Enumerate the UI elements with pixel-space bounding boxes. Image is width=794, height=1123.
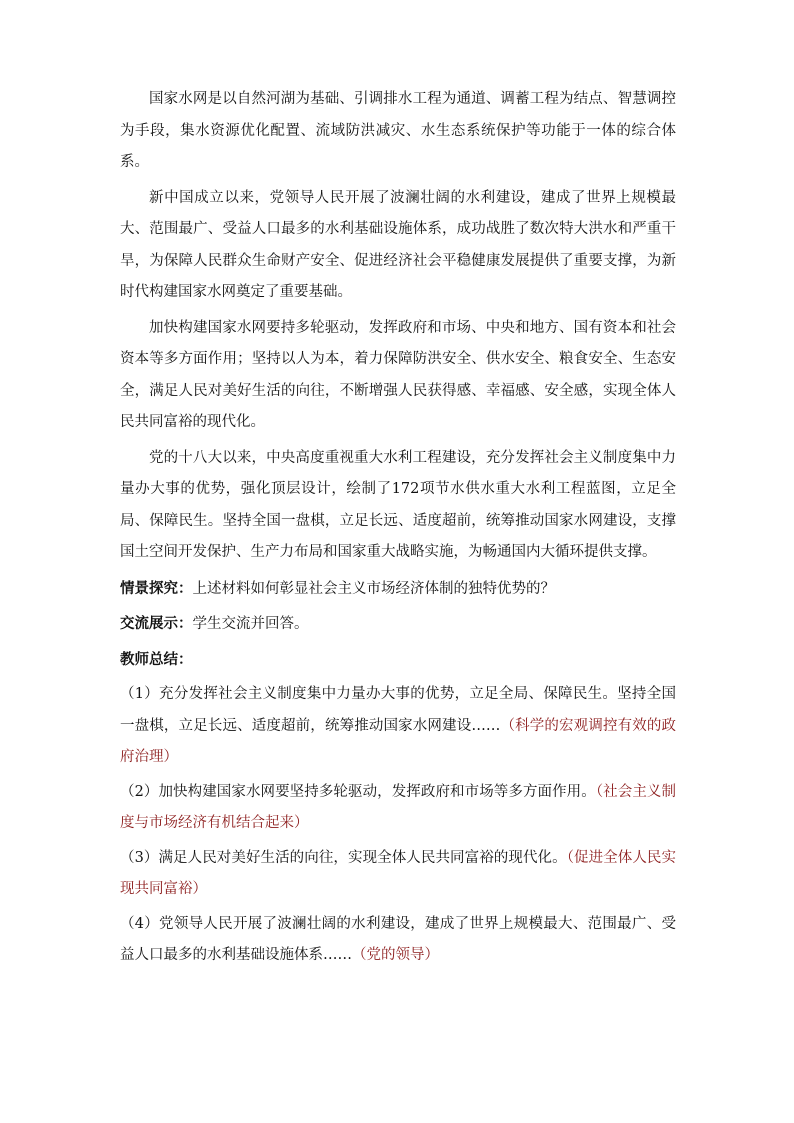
document-page [120,84,676,975]
paragraph-1: 国家水网是以自然河湖为基础、引调排水工程为通道、调蓄工程为结点、智慧调控为手段，集水资源优化配置、流域防洪减灾、水生态系统保护等功能于一体的综合体系。 [120,91,676,170]
inquiry-text: 上述材料如何彰显社会主义市场经济体制的独特优势的？ [192,580,555,597]
summary-label-line [120,644,676,677]
paragraph-2: 新中国成立以来，党领导人民开展了波澜壮阔的水利建设，建成了世界上规模最大、范围最广、受益人口最多的水利基础设施体系，成功战胜了数次特大洪水和严重干旱，为保障人民群众生命财产安全、促进经济社会平稳健康发展提供了重要支撑，为新时代构建国家水网奠定了重要基础。 [120,189,676,300]
summary-item-3 [120,843,676,906]
summary-item-note: （科学的宏观调控有效的政府治理） [120,717,677,765]
inquiry-label: 情景探究： [120,579,193,597]
inquiry-line [120,573,676,606]
summary-item-text: （4）党领导人民开展了波澜壮阔的水利建设，建成了世界上规模最大、范围最广、受益人口最多的水利基础设施体系…… [120,915,676,963]
summary-item-text: （1）充分发挥社会主义制度集中力量办大事的优势，立足全局、保障民生。坚持全国一盘棋，立足长远、适度超前，统筹推动国家水网建设…… [120,686,676,734]
summary-item-note: （社会主义制度与市场经济有机结合起来） [120,783,676,831]
summary-item-2 [120,777,676,840]
summary-item-note: （党的领导） [352,947,439,963]
summary-item-1 [120,679,676,774]
exchange-line [120,608,676,641]
exchange-text: 学生交流并回答。 [192,616,309,632]
summary-label: 教师总结： [120,650,193,668]
summary-item-4 [120,909,676,972]
paragraph-4: 党的十八大以来，中央高度重视重大水利工程建设，充分发挥社会主义制度集中力量办大事的优势，强化顶层设计，绘制了172项节水供水重大水利工程蓝图，立足全局、保障民生。坚持全国一盘棋，立足长远、适度超前，统筹推动国家水网建设，支撑国土空间开发保护、生产力布局和国家重大战略实施，为畅通国内大循环提供支撑。 [120,449,676,560]
summary-item-text: （3）满足人民对美好生活的向往，实现全体人民共同富裕的现代化。 [120,849,567,866]
exchange-label: 交流展示： [120,615,193,632]
summary-item-text: （2）加快构建国家水网要坚持多轮驱动，发挥政府和市场等多方面作用。 [120,783,596,800]
summary-item-note: （促进全体人民实现共同富裕） [120,849,676,897]
paragraph-3: 加快构建国家水网要持多轮驱动，发挥政府和市场、中央和地方、国有资本和社会资本等多方面作用；坚持以人为本，着力保障防洪安全、供水安全、粮食安全、生态安全，满足人民对美好生活的向往，不断增强人民获得感、幸福感、安全感，实现全体人民共同富裕的现代化。 [120,319,676,430]
